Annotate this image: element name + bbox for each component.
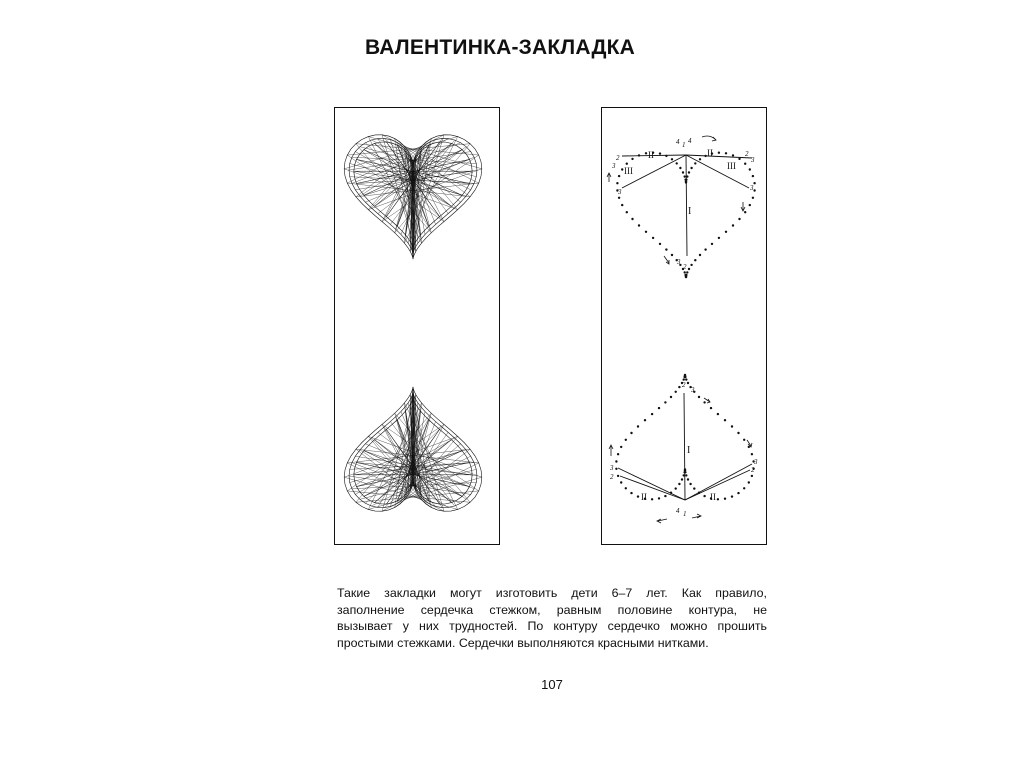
stitch-dot	[753, 189, 755, 191]
stitch-dot	[630, 432, 632, 434]
stitch-dot	[681, 478, 683, 480]
stitch-dot	[703, 401, 705, 403]
stitch-dot	[717, 498, 719, 500]
bookmark-panel-right	[601, 107, 767, 545]
label-node-1-bottom: 1	[683, 510, 687, 518]
stitch-dot	[752, 175, 754, 177]
label-region-I-bottom: I	[687, 445, 691, 456]
label-node-3-right-b: 3	[754, 458, 758, 466]
stitch-diagram-bottom	[609, 374, 758, 523]
stitch-dot	[718, 237, 720, 239]
stitch-dot	[717, 413, 719, 415]
stitch-dot	[718, 152, 720, 154]
stitch-dot	[749, 168, 751, 170]
stitch-dot	[689, 483, 691, 485]
stitch-dot	[688, 268, 690, 270]
stitch-dot	[659, 243, 661, 245]
stitch-dot	[743, 439, 745, 441]
stitch-dot	[638, 224, 640, 226]
label-region-II-right: II	[707, 148, 713, 158]
stitch-dot	[616, 182, 618, 184]
stitch-dot	[751, 453, 753, 455]
stitch-dot	[751, 475, 753, 477]
label-node-4-b: 4	[688, 137, 692, 145]
stitch-dot	[618, 175, 620, 177]
label-node-2-right: 2	[745, 150, 749, 158]
caption-line: Такие закладки могут изготовить дети 6–7 лет. Как правило,	[337, 586, 767, 600]
stitch-dot	[652, 237, 654, 239]
stitch-dot	[678, 483, 680, 485]
stitch-dot	[664, 495, 666, 497]
stitch-dot	[732, 154, 734, 156]
stitch-dot	[671, 254, 673, 256]
label-node-4-bottom: 4	[676, 507, 680, 515]
stitch-dot	[644, 419, 646, 421]
label-region-II-left: II	[648, 150, 654, 160]
stitch-dot	[688, 171, 690, 173]
stitch-dot	[724, 419, 726, 421]
string-art-heart-bottom	[344, 387, 482, 511]
stitch-dot	[631, 158, 633, 160]
thread-line	[413, 180, 451, 206]
stitch-dot	[725, 231, 727, 233]
stitch-dot	[645, 152, 647, 154]
label-region-III-right: III	[727, 161, 736, 171]
label-node-3-right-low: 3	[750, 184, 754, 192]
stitch-dot	[737, 492, 739, 494]
stitch-dot	[749, 204, 751, 206]
stitch-dot	[752, 197, 754, 199]
stitch-dot	[626, 211, 628, 213]
label-node-3-left-b: 3	[610, 464, 614, 472]
thread-line	[354, 468, 413, 475]
stitch-dot	[686, 271, 688, 273]
stitch-dot	[621, 204, 623, 206]
label-node-3-top: 3	[691, 386, 695, 394]
page-title: ВАЛЕНТИНКА-ЗАКЛАДКА	[364, 36, 636, 59]
label-node-3-bottom: 3	[677, 258, 681, 266]
stitch-dot	[617, 453, 619, 455]
stitch-dot	[665, 248, 667, 250]
caption-line: простыми стежками. Сердечки выполняются красными нитками.	[337, 635, 709, 650]
label-node-1: 1	[682, 141, 686, 149]
stitch-dot	[658, 407, 660, 409]
stitch-dot	[675, 487, 677, 489]
stitch-dot	[737, 432, 739, 434]
bookmark-panel-left	[334, 107, 500, 545]
stitch-dot	[618, 197, 620, 199]
label-node-4-a: 4	[676, 138, 680, 146]
stitch-dot	[738, 218, 740, 220]
label-node-2-left-b: 2	[610, 473, 614, 481]
stitch-dot	[687, 382, 689, 384]
stitch-dot	[724, 498, 726, 500]
stitch-dot	[698, 396, 700, 398]
stitch-dot	[738, 158, 740, 160]
thread-line	[386, 429, 413, 468]
label-region-II-right-bottom: II	[710, 492, 716, 502]
stitch-dot	[690, 264, 692, 266]
stitch-dot	[743, 487, 745, 489]
stitch-dot	[694, 162, 696, 164]
label-node-3-left-low: 3	[618, 188, 622, 196]
stitch-dot	[710, 407, 712, 409]
stitch-dot	[625, 487, 627, 489]
stitch-dot	[676, 162, 678, 164]
label-node-2-top: 2	[682, 381, 686, 389]
stitch-dot	[753, 182, 755, 184]
stitch-dot	[744, 163, 746, 165]
stitch-dot	[625, 439, 627, 441]
stitch-dot	[615, 460, 617, 462]
stitch-dot	[658, 497, 660, 499]
label-node-2-left: 2	[616, 154, 620, 162]
stitch-dot	[651, 498, 653, 500]
thread-line	[356, 144, 479, 155]
stitch-dot	[651, 413, 653, 415]
stitch-lines-bottom	[618, 393, 752, 500]
stitch-dot	[699, 254, 701, 256]
stitch-dot	[690, 167, 692, 169]
stitch-dot	[631, 218, 633, 220]
label-node-3-right: 3	[751, 156, 755, 164]
stitch-dot	[683, 376, 685, 378]
caption-line: заполнение сердечка стежком, равным половине контура, не	[337, 602, 767, 617]
stitch-dot	[637, 495, 639, 497]
stitch-dot	[731, 495, 733, 497]
stitch-diagram-top	[607, 136, 756, 278]
stitch-dot	[679, 167, 681, 169]
stitch-dot	[659, 152, 661, 154]
stitch-dot	[725, 152, 727, 154]
thread-line	[356, 491, 479, 502]
label-node-2-bottom: 2	[683, 263, 687, 271]
stitch-dot	[748, 481, 750, 483]
stitch-dot	[682, 171, 684, 173]
stitch-dot	[711, 243, 713, 245]
stitch-dot	[645, 231, 647, 233]
stitch-dot	[744, 211, 746, 213]
label-region-I: I	[688, 206, 692, 217]
direction-arrows-bottom	[609, 398, 752, 523]
stitch-dot	[684, 175, 686, 177]
stitch-dot	[620, 481, 622, 483]
stitch-dot	[670, 396, 672, 398]
page-number: 107	[541, 677, 563, 692]
stitch-dot	[687, 478, 689, 480]
label-node-2-right-b: 2	[751, 466, 755, 474]
thread-line	[413, 468, 472, 475]
stitch-dot	[675, 391, 677, 393]
label-node-3-left: 3	[612, 162, 616, 170]
stitch-dot	[620, 446, 622, 448]
caption-text	[337, 585, 767, 651]
stitch-dot	[678, 386, 680, 388]
stitch-dot	[630, 492, 632, 494]
label-region-III-left: III	[624, 166, 633, 176]
stitch-dot	[684, 274, 686, 276]
stitch-dot	[732, 224, 734, 226]
stitch-dot	[703, 495, 705, 497]
stitch-dot	[615, 468, 617, 470]
thread-line	[378, 147, 466, 214]
stitch-dot	[693, 487, 695, 489]
stitch-dot	[694, 259, 696, 261]
stitch-dot	[731, 425, 733, 427]
stitch-dot	[704, 248, 706, 250]
stitch-dot	[617, 475, 619, 477]
stitch-dot	[699, 158, 701, 160]
stitch-dot	[637, 425, 639, 427]
stitch-dot	[671, 158, 673, 160]
stitch-dot	[626, 163, 628, 165]
string-art-heart-top	[344, 135, 482, 259]
caption-line: вызывает у них трудностей. По контуру сердечко можно прошить	[337, 619, 767, 633]
stitch-dot	[684, 271, 686, 273]
label-region-II-left-bottom: II	[641, 492, 647, 502]
stitch-dot	[685, 474, 687, 476]
stitch-dot	[664, 401, 666, 403]
